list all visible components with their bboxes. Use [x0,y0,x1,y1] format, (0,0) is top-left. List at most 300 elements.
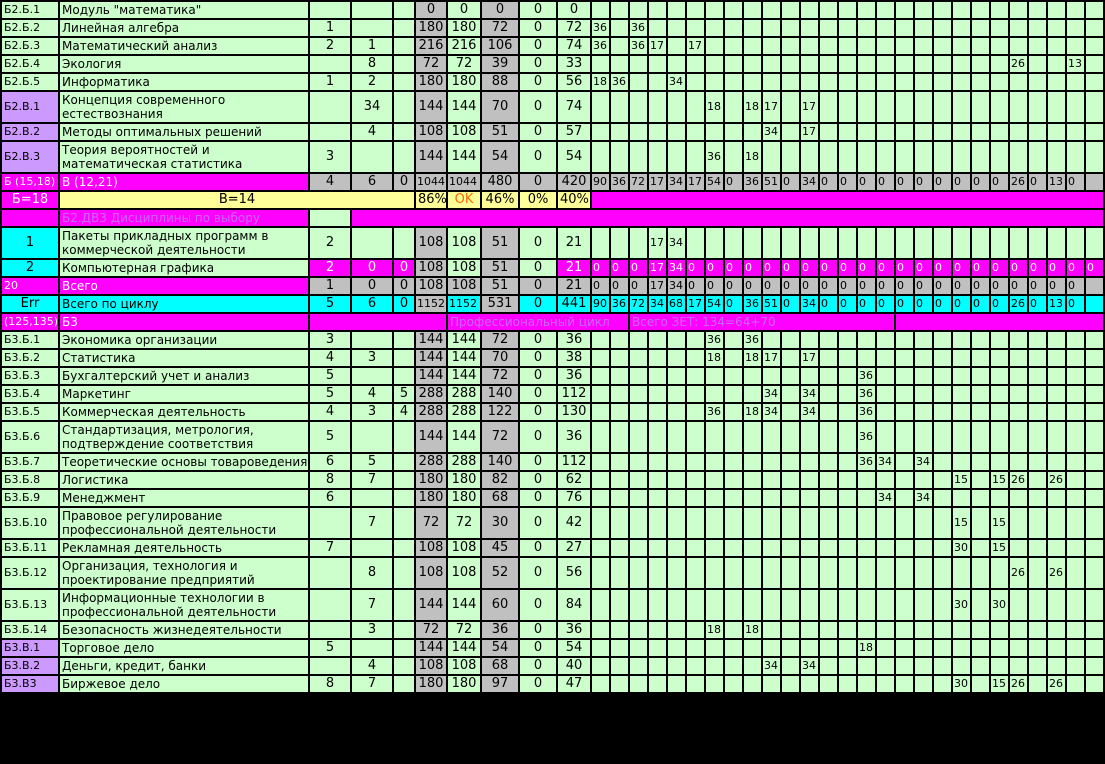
value-cell[interactable]: 4 [352,386,392,402]
value-cell[interactable] [1048,332,1065,348]
value-cell[interactable] [630,540,647,556]
value-cell[interactable] [1067,676,1084,692]
value-cell[interactable]: 0 [1067,174,1084,190]
value-cell[interactable]: 144 [448,368,480,384]
value-cell[interactable]: 34 [802,387,816,400]
value-cell[interactable] [706,422,723,452]
discipline-name-cell[interactable]: Организация, технология и проектирование предприятий [60,558,308,588]
row-code-cell[interactable]: Err [2,296,58,312]
value-cell[interactable] [744,590,761,620]
value-cell[interactable] [649,590,666,620]
row-code-cell[interactable] [2,210,58,226]
value-cell[interactable] [1010,368,1027,384]
value-cell[interactable]: 18 [707,351,721,364]
value-cell[interactable]: 0 [520,472,556,488]
value-cell[interactable] [310,314,446,330]
value-cell[interactable]: 90 [593,175,607,188]
value-cell[interactable] [394,454,414,470]
value-cell[interactable] [1029,56,1046,72]
value-cell[interactable] [972,56,989,72]
value-cell[interactable] [611,350,628,366]
value-cell[interactable]: 144 [448,92,480,122]
value-cell[interactable] [744,38,761,54]
value-cell[interactable] [896,404,913,420]
value-cell[interactable] [763,540,780,556]
value-cell[interactable] [858,622,875,638]
value-cell[interactable] [611,20,628,36]
value-cell[interactable] [687,368,704,384]
value-cell[interactable] [953,658,970,674]
value-cell[interactable] [725,422,742,452]
value-cell[interactable] [668,2,685,18]
value-cell[interactable]: 40 [558,658,590,674]
value-cell[interactable] [782,454,799,470]
value-cell[interactable]: 36 [558,368,590,384]
value-cell[interactable]: 0 [520,56,556,72]
value-cell[interactable] [611,38,628,54]
value-cell[interactable]: 0 [630,278,647,294]
value-cell[interactable] [839,454,856,470]
value-cell[interactable]: 84 [558,590,590,620]
row-code-cell[interactable]: Б3.Б.5 [2,404,58,420]
value-cell[interactable] [972,124,989,140]
value-cell[interactable] [820,142,837,172]
value-cell[interactable] [877,386,894,402]
value-cell[interactable] [1010,350,1027,366]
value-cell[interactable] [1010,640,1027,656]
value-cell[interactable] [725,368,742,384]
value-cell[interactable] [744,658,761,674]
value-cell[interactable] [630,454,647,470]
value-cell[interactable]: 17 [650,39,664,52]
value-cell[interactable] [820,640,837,656]
value-cell[interactable] [649,56,666,72]
value-cell[interactable]: 6 [352,296,392,312]
discipline-name-cell[interactable]: В (12,21) [60,174,308,190]
value-cell[interactable]: 36 [558,622,590,638]
value-cell[interactable] [352,332,392,348]
value-cell[interactable] [934,124,951,140]
discipline-name-cell[interactable]: Безопасность жизнедеятельности [60,622,308,638]
value-cell[interactable] [896,508,913,538]
value-cell[interactable] [991,74,1008,90]
value-cell[interactable]: 0 [953,260,970,276]
value-cell[interactable] [1029,2,1046,18]
value-cell[interactable] [896,20,913,36]
value-cell[interactable] [915,676,932,692]
value-cell[interactable] [611,386,628,402]
value-cell[interactable]: 0 [934,260,951,276]
value-cell[interactable] [801,368,818,384]
value-cell[interactable]: 18 [859,641,873,654]
value-cell[interactable] [668,454,685,470]
value-cell[interactable] [1029,386,1046,402]
row-code-cell[interactable]: Б=18 [2,192,58,208]
value-cell[interactable]: 8 [310,472,350,488]
value-cell[interactable] [706,228,723,258]
value-cell[interactable] [896,386,913,402]
value-cell[interactable] [763,142,780,172]
value-cell[interactable] [801,38,818,54]
value-cell[interactable]: 1 [310,278,350,294]
value-cell[interactable] [725,640,742,656]
value-cell[interactable] [1010,74,1027,90]
value-cell[interactable] [668,472,685,488]
value-cell[interactable]: 0 [763,260,780,276]
value-cell[interactable] [1029,74,1046,90]
discipline-name-cell[interactable]: Статистика [60,350,308,366]
value-cell[interactable]: 21 [558,278,590,294]
row-code-cell[interactable]: Б (15,18) [2,174,58,190]
value-cell[interactable]: 0 [520,676,556,692]
value-cell[interactable]: 72 [482,332,518,348]
value-cell[interactable]: 0 [896,278,913,294]
value-cell[interactable] [744,558,761,588]
value-cell[interactable] [1086,368,1103,384]
value-cell[interactable] [611,56,628,72]
value-cell[interactable] [877,124,894,140]
value-cell[interactable] [687,490,704,506]
value-cell[interactable] [592,472,609,488]
value-cell[interactable]: 288 [416,404,446,420]
value-cell[interactable]: 72 [558,20,590,36]
value-cell[interactable] [763,558,780,588]
value-cell[interactable] [1010,38,1027,54]
value-cell[interactable]: 34 [878,491,892,504]
value-cell[interactable]: 144 [416,142,446,172]
value-cell[interactable] [896,490,913,506]
value-cell[interactable]: 0 [520,404,556,420]
value-cell[interactable]: 108 [416,540,446,556]
value-cell[interactable] [352,640,392,656]
value-cell[interactable] [611,590,628,620]
value-cell[interactable] [1029,142,1046,172]
value-cell[interactable]: 36 [859,387,873,400]
value-cell[interactable]: 0 [877,278,894,294]
value-cell[interactable]: 18 [745,351,759,364]
row-code-cell[interactable]: Б3.В3 [2,676,58,692]
value-cell[interactable]: 0 [520,558,556,588]
value-cell[interactable] [953,386,970,402]
value-cell[interactable]: 8 [352,558,392,588]
row-code-cell[interactable]: Б3.Б.13 [2,590,58,620]
value-cell[interactable] [687,676,704,692]
value-cell[interactable]: 62 [558,472,590,488]
value-cell[interactable] [972,590,989,620]
value-cell[interactable]: 34 [764,405,778,418]
value-cell[interactable]: 0 [725,278,742,294]
value-cell[interactable] [1086,558,1103,588]
value-cell[interactable] [1048,228,1065,258]
value-cell[interactable] [820,386,837,402]
value-cell[interactable] [592,540,609,556]
value-cell[interactable] [896,422,913,452]
value-cell[interactable] [611,142,628,172]
value-cell[interactable] [630,622,647,638]
value-cell[interactable]: 5 [310,296,350,312]
value-cell[interactable] [352,142,392,172]
value-cell[interactable] [611,332,628,348]
value-cell[interactable] [953,640,970,656]
value-cell[interactable] [630,640,647,656]
value-cell[interactable]: 51 [764,175,778,188]
value-cell[interactable] [801,472,818,488]
value-cell[interactable]: 0 [394,296,414,312]
discipline-name-cell[interactable]: Компьютерная графика [60,260,308,276]
value-cell[interactable] [1048,92,1065,122]
discipline-name-cell[interactable]: Модуль "математика" [60,2,308,18]
value-cell[interactable] [1029,590,1046,620]
value-cell[interactable] [915,74,932,90]
value-cell[interactable] [782,404,799,420]
value-cell[interactable] [991,404,1008,420]
value-cell[interactable] [649,454,666,470]
value-cell[interactable] [706,676,723,692]
value-cell[interactable] [706,558,723,588]
discipline-name-cell[interactable]: Теория вероятностей и математическая статистика [60,142,308,172]
value-cell[interactable] [782,142,799,172]
value-cell[interactable]: 216 [448,38,480,54]
value-cell[interactable] [839,386,856,402]
row-code-cell[interactable]: Б2.Б.2 [2,20,58,36]
value-cell[interactable] [1029,20,1046,36]
value-cell[interactable]: 6 [310,454,350,470]
value-cell[interactable] [877,558,894,588]
value-cell[interactable] [725,558,742,588]
value-cell[interactable]: 140 [482,454,518,470]
value-cell[interactable] [1048,508,1065,538]
value-cell[interactable]: 34 [802,659,816,672]
value-cell[interactable] [668,350,685,366]
value-cell[interactable] [394,676,414,692]
value-cell[interactable] [1067,368,1084,384]
value-cell[interactable] [972,622,989,638]
value-cell[interactable] [310,558,350,588]
value-cell[interactable] [896,142,913,172]
value-cell[interactable] [706,472,723,488]
value-cell[interactable] [630,422,647,452]
value-cell[interactable] [668,92,685,122]
value-cell[interactable] [630,472,647,488]
value-cell[interactable] [687,404,704,420]
value-cell[interactable]: 2 [310,260,350,276]
value-cell[interactable]: 0 [915,296,932,312]
value-cell[interactable]: 0 [782,260,799,276]
value-cell[interactable]: 56 [558,558,590,588]
value-cell[interactable]: 0 [820,260,837,276]
value-cell[interactable]: 0 [915,260,932,276]
value-cell[interactable] [394,472,414,488]
value-cell[interactable]: 30 [482,508,518,538]
value-cell[interactable]: 0 [1048,260,1065,276]
value-cell[interactable]: 21 [558,260,590,276]
value-cell[interactable] [1048,490,1065,506]
value-cell[interactable] [991,622,1008,638]
value-cell[interactable] [310,2,350,18]
value-cell[interactable] [725,590,742,620]
value-cell[interactable] [1029,622,1046,638]
value-cell[interactable] [1067,92,1084,122]
value-cell[interactable] [592,2,609,18]
value-cell[interactable] [763,454,780,470]
value-cell[interactable]: 0 [972,174,989,190]
value-cell[interactable] [1086,490,1103,506]
value-cell[interactable] [725,404,742,420]
discipline-name-cell[interactable]: В=14 [60,192,414,208]
value-cell[interactable] [1086,404,1103,420]
value-cell[interactable] [972,404,989,420]
value-cell[interactable]: 4 [352,124,392,140]
value-cell[interactable] [877,658,894,674]
value-cell[interactable] [668,422,685,452]
value-cell[interactable] [649,490,666,506]
value-cell[interactable]: 0 [820,296,837,312]
value-cell[interactable] [934,74,951,90]
value-cell[interactable] [394,540,414,556]
value-cell[interactable] [668,676,685,692]
value-cell[interactable] [592,658,609,674]
value-cell[interactable]: 144 [448,142,480,172]
value-cell[interactable]: 144 [448,590,480,620]
value-cell[interactable] [953,422,970,452]
value-cell[interactable] [1029,124,1046,140]
value-cell[interactable] [763,56,780,72]
value-cell[interactable] [915,142,932,172]
value-cell[interactable] [820,74,837,90]
value-cell[interactable] [1010,454,1027,470]
value-cell[interactable] [592,640,609,656]
discipline-name-cell[interactable]: Стандартизация, метрология, подтверждение соответствия [60,422,308,452]
value-cell[interactable]: 15 [992,473,1006,486]
value-cell[interactable] [877,508,894,538]
discipline-name-cell[interactable]: Биржевое дело [60,676,308,692]
value-cell[interactable]: 68 [482,490,518,506]
value-cell[interactable] [972,640,989,656]
value-cell[interactable] [782,332,799,348]
value-cell[interactable] [858,472,875,488]
value-cell[interactable] [1067,124,1084,140]
value-cell[interactable] [782,622,799,638]
value-cell[interactable]: 15 [991,508,1008,538]
value-cell[interactable]: 38 [558,350,590,366]
value-cell[interactable]: 108 [416,558,446,588]
value-cell[interactable] [763,640,780,656]
value-cell[interactable] [668,38,685,54]
value-cell[interactable]: 0 [611,278,628,294]
value-cell[interactable] [744,640,761,656]
value-cell[interactable]: 4 [394,404,414,420]
value-cell[interactable]: 72 [448,622,480,638]
value-cell[interactable] [649,472,666,488]
value-cell[interactable] [1067,332,1084,348]
value-cell[interactable]: 72 [631,297,645,310]
value-cell[interactable] [706,490,723,506]
value-cell[interactable] [744,74,761,90]
value-cell[interactable] [839,142,856,172]
value-cell[interactable]: 0 [839,174,856,190]
value-cell[interactable]: 34 [352,92,392,122]
value-cell[interactable]: 13 [1049,175,1063,188]
value-cell[interactable]: Профессиональный цикл [448,314,628,330]
value-cell[interactable]: 86% [418,192,447,207]
value-cell[interactable]: 1 [310,74,350,90]
value-cell[interactable] [725,142,742,172]
value-cell[interactable] [858,124,875,140]
value-cell[interactable] [820,508,837,538]
value-cell[interactable] [630,350,647,366]
value-cell[interactable] [630,386,647,402]
value-cell[interactable] [611,124,628,140]
value-cell[interactable] [687,472,704,488]
value-cell[interactable] [953,124,970,140]
value-cell[interactable]: 18 [744,92,761,122]
value-cell[interactable] [1010,490,1027,506]
row-code-cell[interactable]: Б3.Б.9 [2,490,58,506]
value-cell[interactable]: 2 [310,228,350,258]
value-cell[interactable]: 5 [394,386,414,402]
value-cell[interactable] [1029,640,1046,656]
value-cell[interactable] [763,368,780,384]
value-cell[interactable] [915,2,932,18]
value-cell[interactable] [877,590,894,620]
value-cell[interactable] [352,540,392,556]
value-cell[interactable]: 0 [520,260,556,276]
value-cell[interactable]: 34 [802,405,816,418]
value-cell[interactable] [877,38,894,54]
value-cell[interactable]: 0 [520,38,556,54]
value-cell[interactable] [896,658,913,674]
value-cell[interactable] [839,640,856,656]
value-cell[interactable] [972,38,989,54]
value-cell[interactable] [611,404,628,420]
value-cell[interactable] [934,490,951,506]
value-cell[interactable] [1086,174,1103,190]
value-cell[interactable]: 0 [1048,278,1065,294]
value-cell[interactable] [687,454,704,470]
value-cell[interactable] [972,472,989,488]
value-cell[interactable]: 3 [352,350,392,366]
value-cell[interactable] [668,142,685,172]
value-cell[interactable] [668,590,685,620]
value-cell[interactable] [592,676,609,692]
value-cell[interactable]: 180 [448,20,480,36]
discipline-name-cell[interactable]: Б2.ДВ3 Дисциплины по выбору [60,210,308,226]
value-cell[interactable] [915,558,932,588]
value-cell[interactable] [1086,38,1103,54]
value-cell[interactable] [687,228,704,258]
row-code-cell[interactable]: Б2.Б.5 [2,74,58,90]
value-cell[interactable] [972,490,989,506]
value-cell[interactable]: 21 [558,228,590,258]
value-cell[interactable] [991,350,1008,366]
value-cell[interactable] [1086,124,1103,140]
value-cell[interactable]: 72 [416,508,446,538]
value-cell[interactable] [934,508,951,538]
value-cell[interactable] [725,350,742,366]
value-cell[interactable] [1048,56,1065,72]
value-cell[interactable]: OK [448,192,480,208]
value-cell[interactable] [896,590,913,620]
value-cell[interactable] [839,332,856,348]
value-cell[interactable]: 0 [520,278,556,294]
value-cell[interactable] [1048,38,1065,54]
value-cell[interactable] [1086,92,1103,122]
row-code-cell[interactable]: Б3.Б.1 [2,332,58,348]
value-cell[interactable]: 0 [520,296,556,312]
value-cell[interactable]: 0 [520,142,556,172]
value-cell[interactable] [839,20,856,36]
value-cell[interactable] [934,2,951,18]
